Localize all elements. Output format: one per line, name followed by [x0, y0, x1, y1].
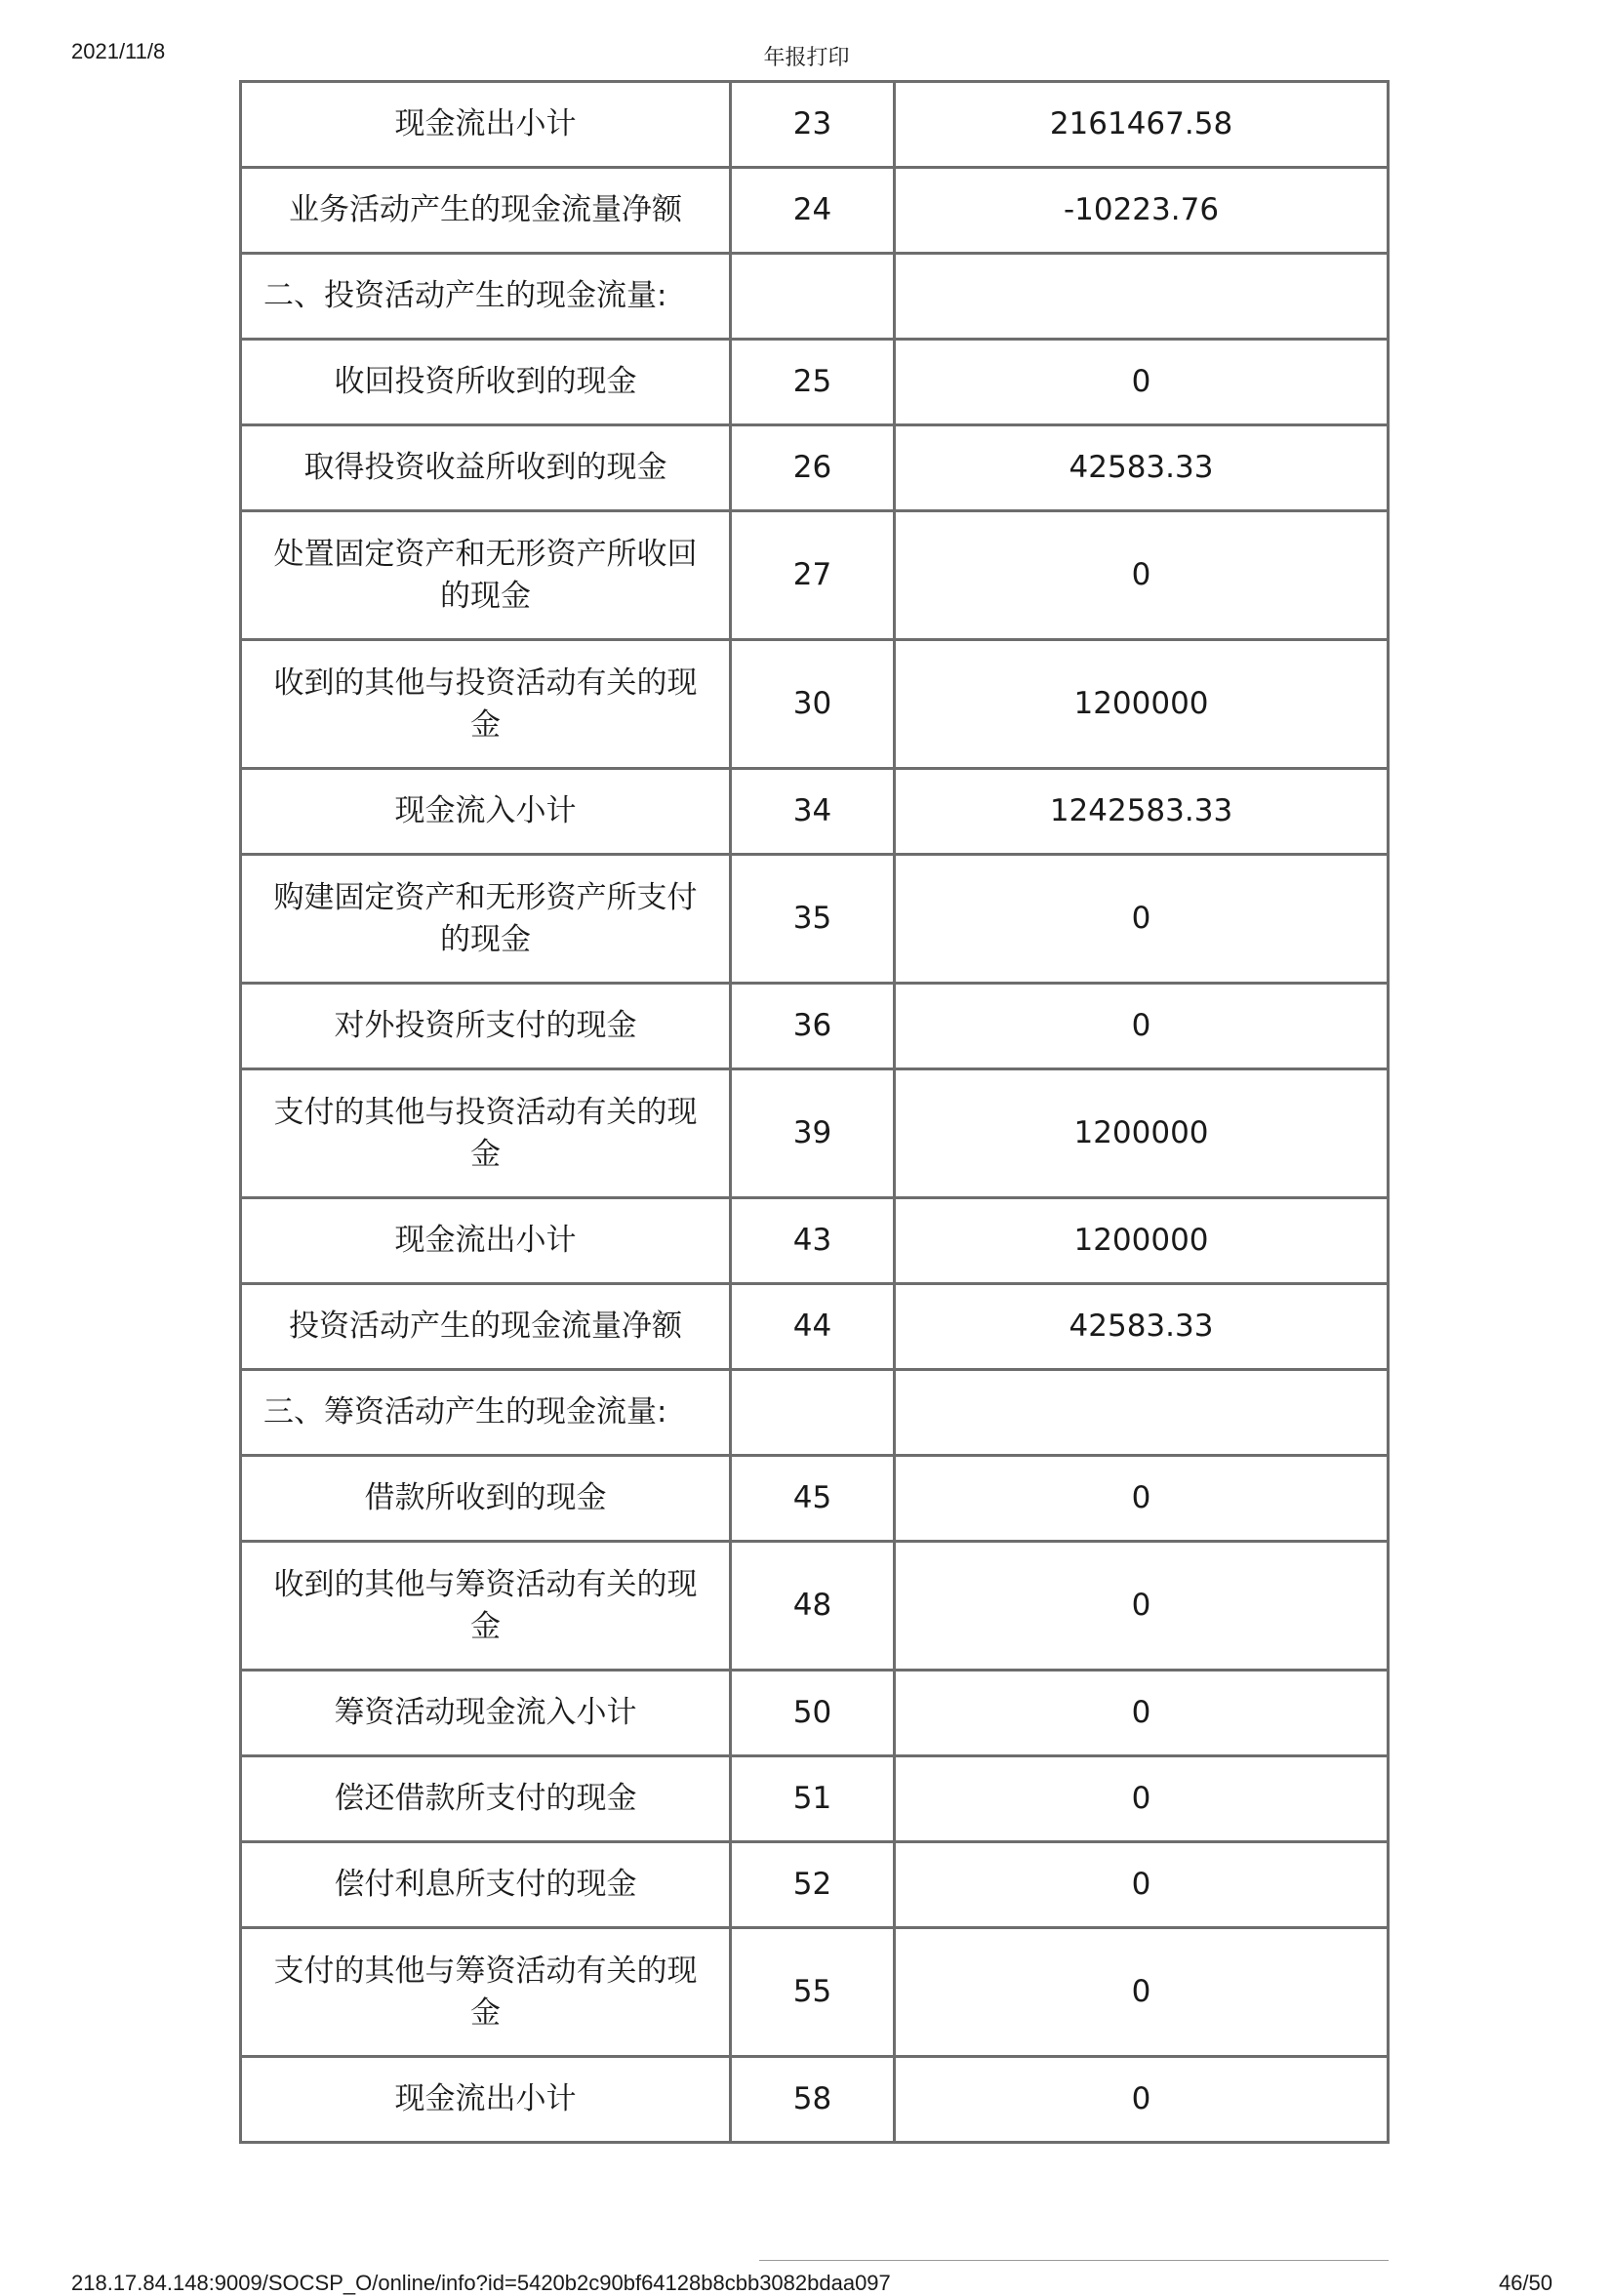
amount	[895, 1370, 1389, 1456]
amount: 1200000	[895, 1069, 1389, 1198]
item-label: 借款所收到的现金	[241, 1456, 731, 1542]
line-number: 52	[731, 1842, 895, 1928]
line-number: 45	[731, 1456, 895, 1542]
page-number: 46/50	[1498, 2271, 1553, 2295]
table-row	[241, 340, 1389, 425]
amount: 0	[895, 1456, 1389, 1542]
amount: 1200000	[895, 640, 1389, 769]
item-label: 取得投资收益所收到的现金	[241, 425, 731, 511]
line-number: 35	[731, 855, 895, 984]
item-label: 处置固定资产和无形资产所收回的现金	[241, 511, 731, 640]
table-row	[241, 1198, 1389, 1284]
table-row	[241, 511, 1389, 640]
item-label: 筹资活动现金流入小计	[241, 1671, 731, 1756]
item-label: 收到的其他与筹资活动有关的现金	[241, 1542, 731, 1671]
line-number	[731, 1370, 895, 1456]
amount: 0	[895, 511, 1389, 640]
line-number: 24	[731, 168, 895, 254]
table-row	[241, 168, 1389, 254]
table-row	[241, 769, 1389, 855]
line-number: 43	[731, 1198, 895, 1284]
table-row	[241, 1842, 1389, 1928]
table-row	[241, 1542, 1389, 1671]
table-row	[241, 640, 1389, 769]
item-label: 对外投资所支付的现金	[241, 984, 731, 1069]
amount: 0	[895, 1671, 1389, 1756]
cash-flow-table	[239, 80, 1390, 2144]
table-row	[241, 1671, 1389, 1756]
amount: 1242583.33	[895, 769, 1389, 855]
table-row	[241, 1069, 1389, 1198]
table-row	[241, 984, 1389, 1069]
amount: 0	[895, 1756, 1389, 1842]
amount: 1200000	[895, 1198, 1389, 1284]
line-number: 44	[731, 1284, 895, 1370]
amount: 0	[895, 984, 1389, 1069]
item-label: 现金流入小计	[241, 769, 731, 855]
amount: 0	[895, 2057, 1389, 2143]
line-number: 30	[731, 640, 895, 769]
item-label: 现金流出小计	[241, 2057, 731, 2143]
line-number: 25	[731, 340, 895, 425]
table-row	[241, 82, 1389, 168]
page-title: 年报打印	[763, 46, 850, 70]
line-number: 34	[731, 769, 895, 855]
line-number: 51	[731, 1756, 895, 1842]
item-label: 偿付利息所支付的现金	[241, 1842, 731, 1928]
line-number: 50	[731, 1671, 895, 1756]
item-label: 偿还借款所支付的现金	[241, 1756, 731, 1842]
line-number: 27	[731, 511, 895, 640]
line-number: 36	[731, 984, 895, 1069]
amount: 0	[895, 855, 1389, 984]
line-number: 55	[731, 1928, 895, 2057]
item-label: 现金流出小计	[241, 82, 731, 168]
line-number: 39	[731, 1069, 895, 1198]
print-date: 2021/11/8	[71, 39, 166, 63]
amount: 2161467.58	[895, 82, 1389, 168]
line-number: 58	[731, 2057, 895, 2143]
table-row	[241, 2057, 1389, 2143]
footer-divider	[759, 2260, 1389, 2261]
item-label: 支付的其他与筹资活动有关的现金	[241, 1928, 731, 2057]
table-row	[241, 1456, 1389, 1542]
table-row	[241, 1928, 1389, 2057]
item-label: 现金流出小计	[241, 1198, 731, 1284]
table-row	[241, 1756, 1389, 1842]
amount: -10223.76	[895, 168, 1389, 254]
item-label: 收到的其他与投资活动有关的现金	[241, 640, 731, 769]
amount: 0	[895, 1542, 1389, 1671]
table-row	[241, 1284, 1389, 1370]
item-label: 投资活动产生的现金流量净额	[241, 1284, 731, 1370]
section-heading-row	[241, 1370, 1389, 1456]
footer-url[interactable]: 218.17.84.148:9009/SOCSP_O/online/info?id=5420b2c90bf64128b8cbb3082bdaa097	[71, 2271, 891, 2295]
table-row	[241, 425, 1389, 511]
amount: 42583.33	[895, 1284, 1389, 1370]
item-label: 支付的其他与投资活动有关的现金	[241, 1069, 731, 1198]
amount: 0	[895, 1842, 1389, 1928]
table-row	[241, 855, 1389, 984]
line-number	[731, 254, 895, 340]
item-label: 收回投资所收到的现金	[241, 340, 731, 425]
item-label: 业务活动产生的现金流量净额	[241, 168, 731, 254]
line-number: 26	[731, 425, 895, 511]
item-label: 购建固定资产和无形资产所支付的现金	[241, 855, 731, 984]
amount: 0	[895, 340, 1389, 425]
section-heading-row	[241, 254, 1389, 340]
section-heading: 三、筹资活动产生的现金流量:	[241, 1370, 731, 1456]
amount	[895, 254, 1389, 340]
amount: 42583.33	[895, 425, 1389, 511]
amount: 0	[895, 1928, 1389, 2057]
section-heading: 二、投资活动产生的现金流量:	[241, 254, 731, 340]
line-number: 23	[731, 82, 895, 168]
line-number: 48	[731, 1542, 895, 1671]
